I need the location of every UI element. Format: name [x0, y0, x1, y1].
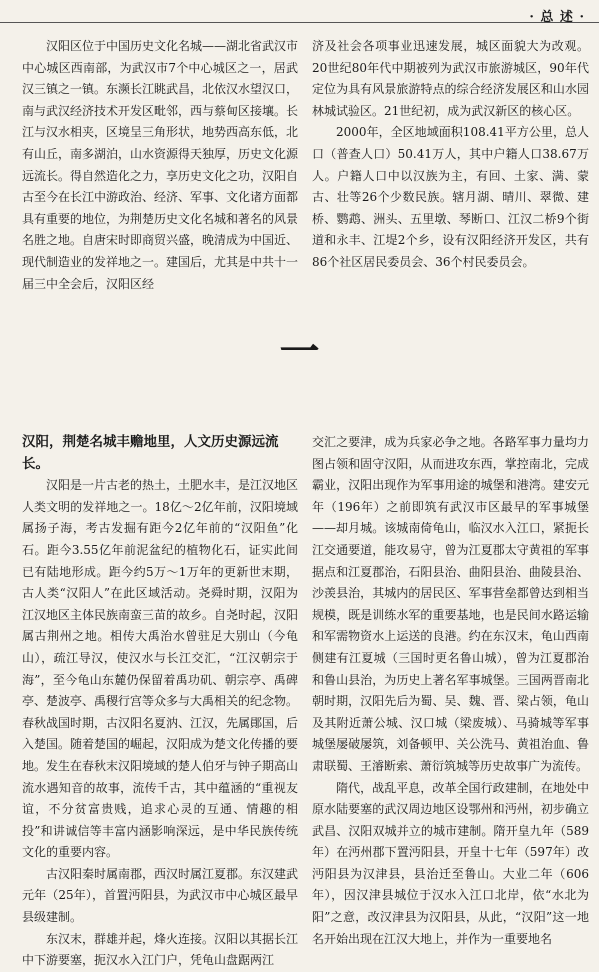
section-divider: 一: [279, 328, 320, 375]
paragraph: 汉阳是一片古老的热土，土肥水丰，是江汉地区人类文明的发祥地之一。18亿～2亿年前，汉阳境域属扬子海，考古发掘有距今2亿年前的“汉阳鱼”化石。距今3.55亿年前泥盆纪的植物化石，证实此间已有陆地形成。距今约5万～1万年的更新世末期，古人类“汉阳人”在此区域活动。尧舜时期，汉阳为江汉地区主体民族南蛮三苗的故乡。自尧时起，汉阳属古荆州之地。相传大禹治水曾驻足大别山（今龟山），疏江导汉，使汉水与长江交汇，“江汉朝宗于海”，至今龟山东麓仍保留着禹功矶、朝宗亭、禹碑亭、楚波亭、禹稷行宫等众多与大禹相关的纪念物。春秋战国时期，古汉阳名夏汭、江汉，先属鄖国，后入楚国。随着楚国的崛起，汉阳成为楚文化传播的要地。发生在春秋末汉阳境域的楚人伯牙与钟子期高山流水遇知音的故事，流传千古，其中蕴涵的“重视友谊，不分贫富贵贱，追求心灵的互通、情趣的相投”和讲诚信等丰富内涵影响深远，是中华民族传统文化的重要内容。: [22, 478, 299, 860]
paragraph: 隋代，战乱平息，改革全国行政建制，在地处中原水陆要塞的武汉周边地区设鄂州和沔州，初步确立武昌、汉阳双城并立的城市建制。隋开皇九年（589年）在沔州郡下置沔阳县，开皇十七年（597年）改沔阳县为汉津县，县治迁至鲁山。大业二年（606年），因汉津县城位于汉水入江口北岸，依“水北为阳”之意，改汉津县为汉阳县，从此，“汉阳”这一地名开始出现在江汉大地上，并作为一重要地名: [312, 780, 589, 946]
paragraph: 交汇之要津，成为兵家必争之地。各路军事力量均力图占领和固守汉阳，从而进攻东西，掌控南北，完成霸业，汉阳出现作为军事用途的城堡和港湾。建安元年（196年）之前即筑有武汉市区最早的军事城堡——却月城。该城南倚龟山，临汉水入江口，紧扼长江交通要道，能攻易守，曾为江夏郡太守黄祖的军事据点和江夏郡治，石阳县治、曲阳县治、曲陵县治、沙羡县治，其城内的居民区、军事营垒都曾达到相当规模，既是训练水军的重要基地，也是民间水路运输和军需物资水上运送的良港。约在东汉末，龟山西南侧建有江夏城（三国时更名鲁山城），曾为江夏郡治和鲁山县治，为历史上著名军事城堡。三国两晋南北朝时期，汉阳先后为蜀、吴、魏、晋、梁占领，龟山及其附近萧公城、汉口城（梁废城）、马骑城等军事城堡屡破屡筑，刘备顿甲、关公洗马、黄祖治血、鲁肃联蜀、王濬断索、萧衍筑城等历史故事广为流传。: [312, 435, 589, 773]
paragraph: 古汉阳秦时属南郡，西汉时属江夏郡。东汉建武元年（25年），首置沔阳县，为武汉市中心城区最早县级建制。: [22, 866, 299, 925]
top-left-column: [22, 36, 298, 295]
header-rule: [0, 22, 599, 23]
page-header: [0, 0, 599, 26]
paragraph: 济及社会各项事业迅速发展，城区面貌大为改观。20世纪80年代中期被列为武汉市旅游城区，90年代定位为具有风景旅游特点的综合经济发展区和山水园林城试验区。21世纪初，成为武汉新区的核心区。: [312, 39, 589, 118]
bottom-right-column: [312, 432, 589, 950]
section-heading: 汉阳，荆楚名城丰赡地里，人文历史源远流长。: [22, 434, 279, 472]
section-title: · 总 述 ·: [529, 10, 585, 25]
paragraph: 汉阳区位于中国历史文化名城——湖北省武汉市中心城区西南部，为武汉市7个中心城区之一，居武汉三镇之一镇。东濒长江眺武昌，北依汉水望汉口，南与武汉经济技术开发区毗邻，西与蔡甸区接壤。长江与汉水相夹，区境呈三角形状，地势西高东低，北有山丘，南多湖泊，山水资源得天独厚，历史文化源远流长。得自然造化之力，享历史文化之功，汉阳自古至今在长江中游政治、经济、军事、文化诸方面都具有重要的地位，为荆楚历史文化名城和著名的风景名胜之地。自唐宋时即商贸兴盛，晚清成为中国近、现代制造业的发祥地之一。建国后，尤其是中共十一届三中全会后，汉阳区经: [22, 39, 299, 291]
bottom-left-column: [22, 432, 298, 972]
paragraph: 东汉末，群雄并起，烽火连接。汉阳以其据长江中下游要塞，扼汉水入江门户，凭龟山盘踞两江: [22, 931, 299, 968]
top-right-column: [312, 36, 589, 274]
paragraph: 2000年，全区地域面积108.41平方公里，总人口（普查人口）50.41万人，其中户籍人口38.67万人。户籍人口中以汉族为主，有回、土家、满、蒙古、壮等26个少数民族。辖月湖、晴川、翠微、建桥、鹦鹉、洲头、五里墩、琴断口、江汉二桥9个街道和永丰、江堤2个乡，设有汉阳经济开发区，共有86个社区居民委员会、36个村民委员会。: [312, 125, 589, 269]
